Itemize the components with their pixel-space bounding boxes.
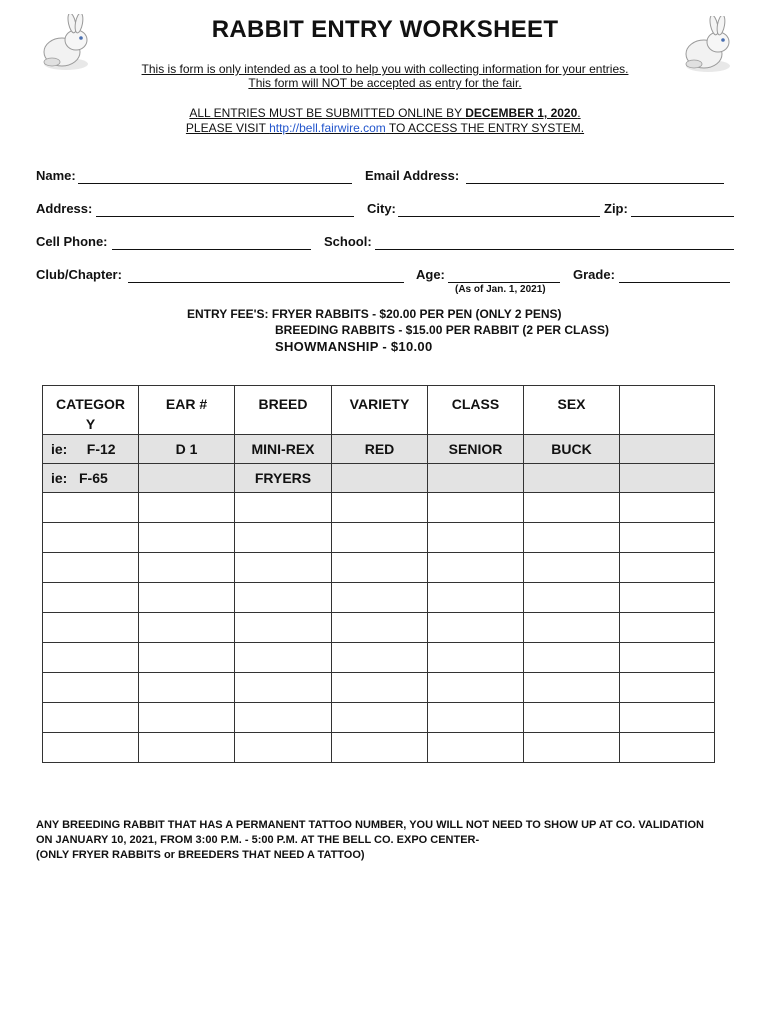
city-label: City: bbox=[367, 201, 396, 216]
table-cell[interactable] bbox=[139, 613, 235, 643]
table-cell[interactable] bbox=[620, 613, 715, 643]
table-cell[interactable] bbox=[235, 703, 332, 733]
table-row bbox=[43, 583, 715, 613]
name-field[interactable] bbox=[78, 183, 352, 184]
deadline-prefix: ALL ENTRIES MUST BE SUBMITTED ONLINE BY bbox=[189, 106, 466, 120]
cell-phone-label: Cell Phone: bbox=[36, 234, 108, 249]
table-cell[interactable] bbox=[524, 613, 620, 643]
header-blank bbox=[620, 386, 715, 435]
table-cell[interactable] bbox=[620, 733, 715, 763]
email-field[interactable] bbox=[466, 183, 724, 184]
table-cell[interactable] bbox=[524, 583, 620, 613]
table-cell[interactable] bbox=[524, 733, 620, 763]
entry-table bbox=[42, 385, 715, 763]
table-row bbox=[43, 523, 715, 553]
page-title: RABBIT ENTRY WORKSHEET bbox=[211, 16, 559, 43]
table-header-row bbox=[43, 386, 715, 435]
table-cell: ie: F-12 bbox=[43, 435, 139, 464]
table-cell[interactable] bbox=[332, 643, 428, 673]
table-cell[interactable] bbox=[139, 703, 235, 733]
fairwire-link[interactable]: http://bell.fairwire.com bbox=[269, 121, 386, 135]
table-cell[interactable] bbox=[43, 493, 139, 523]
name-label: Name: bbox=[36, 168, 76, 183]
deadline-suffix: . bbox=[577, 106, 581, 120]
table-cell[interactable] bbox=[43, 643, 139, 673]
table-cell[interactable] bbox=[139, 733, 235, 763]
visit-suffix: TO ACCESS THE ENTRY SYSTEM. bbox=[385, 121, 585, 135]
club-label: Club/Chapter: bbox=[36, 267, 122, 282]
school-field[interactable] bbox=[375, 249, 734, 250]
table-cell[interactable] bbox=[620, 493, 715, 523]
intro-line-2: This form will NOT be accepted as entry for the fair. bbox=[248, 76, 522, 90]
blank-rows bbox=[43, 493, 715, 763]
address-field[interactable] bbox=[96, 216, 354, 217]
table-cell bbox=[620, 435, 715, 464]
club-field[interactable] bbox=[128, 282, 404, 283]
table-cell[interactable] bbox=[428, 643, 524, 673]
table-cell[interactable] bbox=[139, 673, 235, 703]
table-cell[interactable] bbox=[139, 583, 235, 613]
zip-label: Zip: bbox=[604, 201, 628, 216]
table-cell[interactable] bbox=[43, 703, 139, 733]
table-row bbox=[43, 703, 715, 733]
table-cell bbox=[428, 464, 524, 493]
table-cell: FRYERS bbox=[235, 464, 332, 493]
deadline-line bbox=[0, 106, 770, 120]
table-cell: MINI-REX bbox=[235, 435, 332, 464]
table-cell[interactable] bbox=[43, 733, 139, 763]
table-cell[interactable] bbox=[620, 673, 715, 703]
table-row bbox=[43, 643, 715, 673]
deadline-date: DECEMBER 1, 2020 bbox=[465, 106, 578, 120]
table-cell: SENIOR bbox=[428, 435, 524, 464]
table-row bbox=[43, 464, 715, 493]
city-field[interactable] bbox=[398, 216, 600, 217]
table-row bbox=[43, 493, 715, 523]
email-label: Email Address: bbox=[365, 168, 460, 183]
header-ear: EAR # bbox=[139, 386, 235, 435]
table-row bbox=[43, 613, 715, 643]
table-cell[interactable] bbox=[620, 553, 715, 583]
table-row bbox=[43, 733, 715, 763]
table-cell[interactable] bbox=[524, 523, 620, 553]
table-cell[interactable] bbox=[332, 733, 428, 763]
table-row bbox=[43, 553, 715, 583]
table-row bbox=[43, 673, 715, 703]
table-cell[interactable] bbox=[332, 553, 428, 583]
table-cell[interactable] bbox=[428, 703, 524, 733]
age-label: Age: bbox=[416, 267, 445, 282]
intro-line-1: This is form is only intended as a tool to help you with collecting information for your entries. bbox=[141, 62, 629, 76]
table-cell[interactable] bbox=[235, 613, 332, 643]
table-cell[interactable] bbox=[332, 613, 428, 643]
table-cell[interactable] bbox=[428, 553, 524, 583]
table-cell[interactable] bbox=[524, 553, 620, 583]
table-cell[interactable] bbox=[139, 523, 235, 553]
table-cell[interactable] bbox=[428, 583, 524, 613]
table-cell[interactable] bbox=[524, 643, 620, 673]
table-cell bbox=[620, 464, 715, 493]
table-cell: D 1 bbox=[139, 435, 235, 464]
table-cell[interactable] bbox=[524, 673, 620, 703]
table-cell[interactable] bbox=[235, 523, 332, 553]
header-breed: BREED bbox=[235, 386, 332, 435]
table-cell[interactable] bbox=[620, 523, 715, 553]
table-cell[interactable] bbox=[428, 673, 524, 703]
table-cell: BUCK bbox=[524, 435, 620, 464]
table-cell[interactable] bbox=[620, 583, 715, 613]
tattoo-note bbox=[36, 818, 746, 863]
table-cell[interactable] bbox=[139, 553, 235, 583]
table-cell bbox=[332, 464, 428, 493]
fees-line-3: SHOWMANSHIP - $10.00 bbox=[275, 339, 433, 354]
header-class: CLASS bbox=[428, 386, 524, 435]
fees-line-1: ENTRY FEE'S: FRYER RABBITS - $20.00 PER PEN (ONLY 2 PENS) bbox=[187, 307, 562, 321]
cell-phone-field[interactable] bbox=[112, 249, 311, 250]
note-line-1: ANY BREEDING RABBIT THAT HAS A PERMANENT TATTOO NUMBER, YOU WILL NOT NEED TO SHOW UP AT CO. VALIDATION bbox=[36, 819, 704, 831]
table-cell[interactable] bbox=[620, 703, 715, 733]
table-cell: RED bbox=[332, 435, 428, 464]
table-cell[interactable] bbox=[235, 553, 332, 583]
table-cell[interactable] bbox=[235, 643, 332, 673]
table-cell[interactable] bbox=[235, 733, 332, 763]
grade-field[interactable] bbox=[619, 282, 730, 283]
age-field[interactable] bbox=[448, 282, 560, 283]
table-cell bbox=[139, 464, 235, 493]
table-cell[interactable] bbox=[43, 523, 139, 553]
table-cell[interactable] bbox=[428, 493, 524, 523]
table-cell[interactable] bbox=[43, 583, 139, 613]
table-cell[interactable] bbox=[235, 673, 332, 703]
table-cell[interactable] bbox=[43, 673, 139, 703]
table-cell[interactable] bbox=[428, 523, 524, 553]
table-cell[interactable] bbox=[332, 673, 428, 703]
table-cell[interactable] bbox=[524, 703, 620, 733]
table-cell[interactable] bbox=[428, 733, 524, 763]
grade-label: Grade: bbox=[573, 267, 615, 282]
note-line-3: (ONLY FRYER RABBITS or BREEDERS THAT NEED A TATTOO) bbox=[36, 849, 365, 861]
table-cell[interactable] bbox=[428, 613, 524, 643]
table-cell[interactable] bbox=[332, 703, 428, 733]
table-cell[interactable] bbox=[332, 493, 428, 523]
table-cell[interactable] bbox=[524, 493, 620, 523]
table-cell[interactable] bbox=[139, 493, 235, 523]
header-category: CATEGOR Y bbox=[43, 386, 139, 435]
table-cell[interactable] bbox=[43, 553, 139, 583]
table-cell[interactable] bbox=[235, 493, 332, 523]
table-cell[interactable] bbox=[235, 583, 332, 613]
table-cell bbox=[524, 464, 620, 493]
age-note: (As of Jan. 1, 2021) bbox=[455, 284, 546, 295]
fees-line-2: BREEDING RABBITS - $15.00 PER RABBIT (2 PER CLASS) bbox=[275, 323, 610, 337]
school-label: School: bbox=[324, 234, 372, 249]
visit-prefix: PLEASE VISIT bbox=[185, 121, 270, 135]
table-cell[interactable] bbox=[332, 583, 428, 613]
table-cell[interactable] bbox=[332, 523, 428, 553]
table-cell[interactable] bbox=[620, 643, 715, 673]
zip-field[interactable] bbox=[631, 216, 734, 217]
address-label: Address: bbox=[36, 201, 93, 216]
table-row bbox=[43, 435, 715, 464]
note-line-2: ON JANUARY 10, 2021, FROM 3:00 P.M. - 5:00 P.M. AT THE BELL CO. EXPO CENTER- bbox=[36, 834, 480, 846]
table-cell[interactable] bbox=[139, 643, 235, 673]
table-cell[interactable] bbox=[43, 613, 139, 643]
table-cell: ie: F-65 bbox=[43, 464, 139, 493]
visit-line bbox=[0, 121, 770, 135]
header-variety: VARIETY bbox=[332, 386, 428, 435]
header-sex: SEX bbox=[524, 386, 620, 435]
